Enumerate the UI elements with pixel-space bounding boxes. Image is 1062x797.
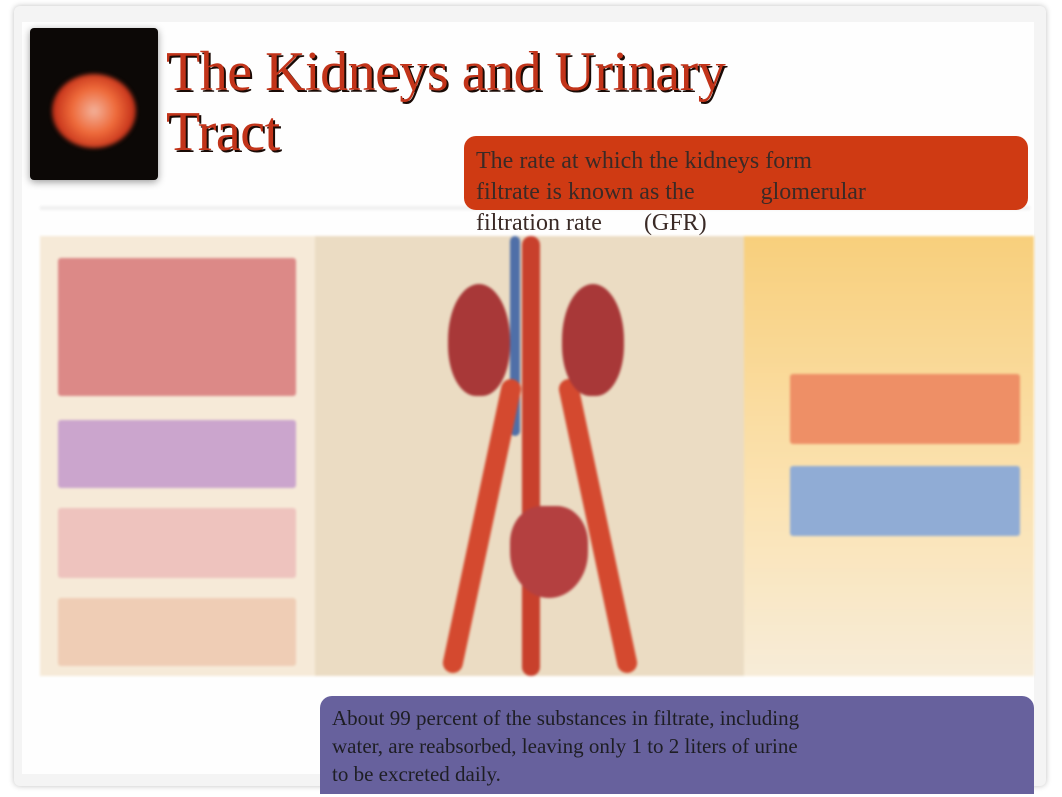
aorta-vessel <box>522 236 540 676</box>
urinary-tract-illustration <box>40 236 1034 676</box>
label-panel-kidney <box>58 258 296 396</box>
torso-background <box>315 236 770 676</box>
label-panel-artery <box>790 374 1020 444</box>
label-panel-ureter <box>58 420 296 488</box>
bladder-graphic <box>510 506 588 598</box>
left-kidney-graphic <box>448 284 510 396</box>
slide-title-line2: Tract <box>166 101 280 163</box>
kidney-cross-section-graphic <box>52 74 136 148</box>
slide-title-line1: The Kidneys and Urinary <box>166 41 726 103</box>
label-panel-urethra <box>58 598 296 666</box>
kidney-thumbnail-image <box>30 28 158 180</box>
reabsorption-callout-text: About 99 percent of the substances in filtrate, including water, are reabsorbed, leaving only 1 to 2 liters of urine to be excreted daily. <box>332 706 800 786</box>
gfr-callout-text: The rate at which the kidneys form filtrate is known as the glomerular filtration rate (GFR) <box>476 148 866 236</box>
label-panel-vein <box>790 466 1020 536</box>
label-panel-bladder <box>58 508 296 578</box>
right-gold-panel <box>744 236 1034 676</box>
right-kidney-graphic <box>562 284 624 396</box>
